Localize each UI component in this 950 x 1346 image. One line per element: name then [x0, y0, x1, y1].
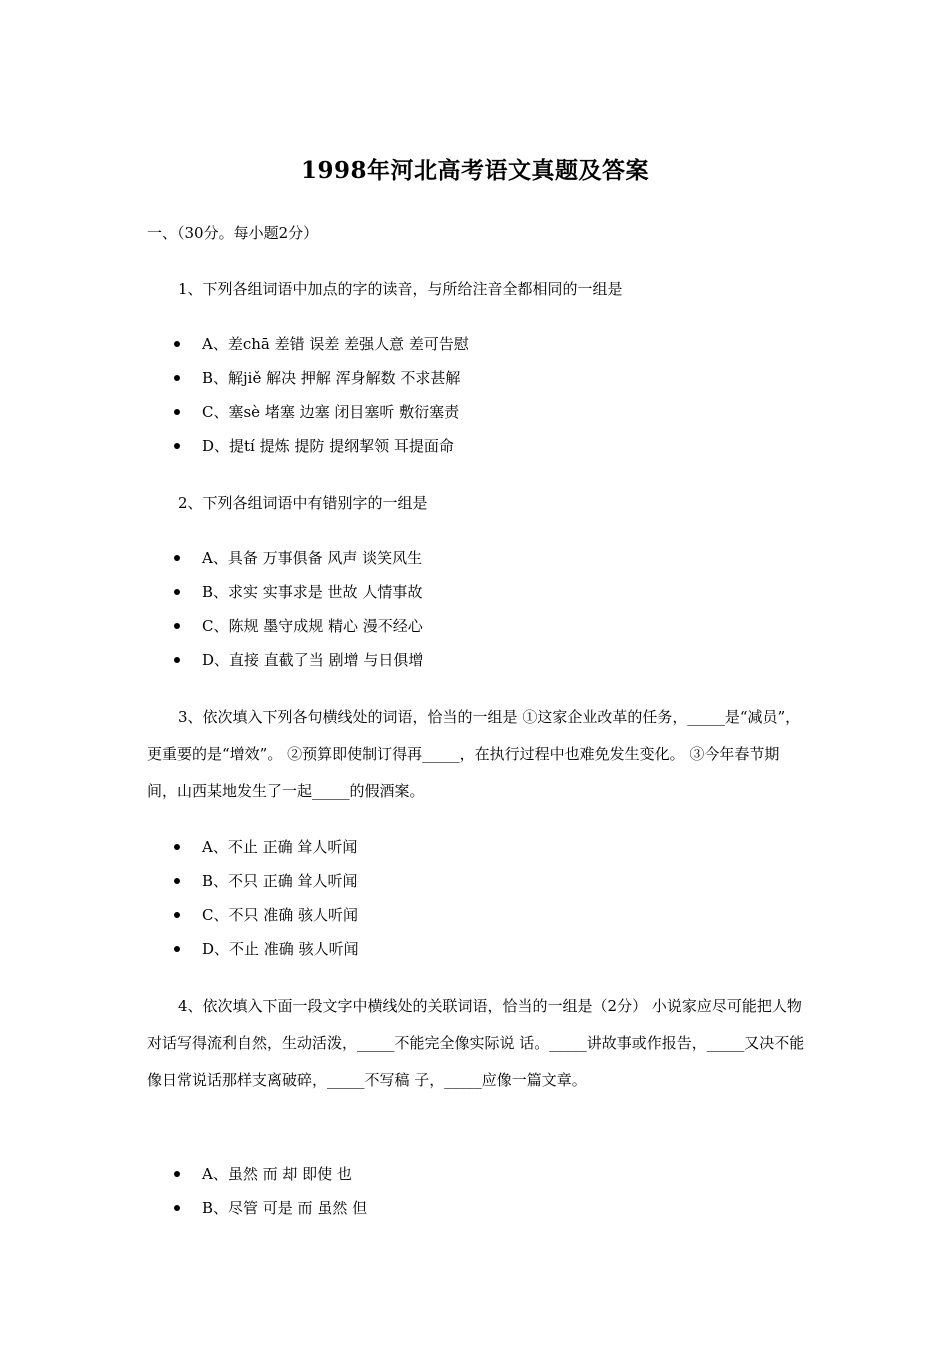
option-item: D、提tí 提炼 提防 提纲挈领 耳提面命	[0, 429, 469, 463]
bullet-icon	[174, 1171, 180, 1177]
option-item: A、差chā 差错 误差 差强人意 差可告慰	[0, 327, 469, 361]
question-4: 4、依次填入下面一段文字中横线处的关联词语，恰当的一组是（2分） 小说家应尽可能把人物对话写得流利自然，生动活泼，_____不能完全像实际说 话。_____讲故事或作报告，_____又决不能像日常说话那样支离破碎，_____不写稿 子，_____应像一篇文章。	[147, 997, 805, 1089]
question-3: 3、依次填入下列各句横线处的词语，恰当的一组是 ①这家企业改革的任务，_____是“减员”，更重要的是“增效”。 ②预算即使制订得再_____，在执行过程中也难免发生变化。 ③今年春节期间，山西某地发生了一起_____的假酒案。	[147, 708, 801, 800]
bullet-icon	[174, 657, 180, 663]
option-item: A、虽然 而 却 即使 也	[0, 1157, 367, 1191]
bullet-icon	[174, 589, 180, 595]
bullet-icon	[174, 375, 180, 381]
bullet-icon	[174, 912, 180, 918]
option-item: B、解jiě 解决 押解 浑身解数 不求甚解	[0, 361, 469, 395]
question-1-options	[0, 327, 469, 463]
bullet-icon	[174, 1205, 180, 1211]
question-2-options	[0, 541, 423, 677]
bullet-icon	[174, 946, 180, 952]
option-item: D、直接 直截了当 剧增 与日俱增	[0, 643, 423, 677]
bullet-icon	[174, 878, 180, 884]
option-item: B、不只 正确 耸人听闻	[0, 864, 359, 898]
option-item: B、尽管 可是 而 虽然 但	[0, 1191, 367, 1225]
question-1: 1、下列各组词语中加点的字的读音，与所给注音全都相同的一组是	[178, 280, 623, 298]
bullet-icon	[174, 409, 180, 415]
option-item: A、不止 正确 耸人听闻	[0, 830, 359, 864]
option-item: C、陈规 墨守成规 精心 漫不经心	[0, 609, 423, 643]
option-item: C、不只 准确 骇人听闻	[0, 898, 359, 932]
section-heading: 一、（30分。每小题2分）	[147, 224, 319, 242]
question-2: 2、下列各组词语中有错别字的一组是	[178, 494, 428, 512]
option-item: B、求实 实事求是 世故 人情事故	[0, 575, 423, 609]
option-item: C、塞sè 堵塞 边塞 闭目塞听 敷衍塞责	[0, 395, 469, 429]
question-3-options	[0, 830, 359, 966]
option-item: D、不止 准确 骇人听闻	[0, 932, 359, 966]
bullet-icon	[174, 844, 180, 850]
document-title: 1998年河北高考语文真题及答案	[300, 157, 649, 184]
option-item: A、具备 万事俱备 风声 谈笑风生	[0, 541, 423, 575]
bullet-icon	[174, 443, 180, 449]
question-4-options	[0, 1157, 367, 1225]
bullet-icon	[174, 341, 180, 347]
bullet-icon	[174, 555, 180, 561]
bullet-icon	[174, 623, 180, 629]
